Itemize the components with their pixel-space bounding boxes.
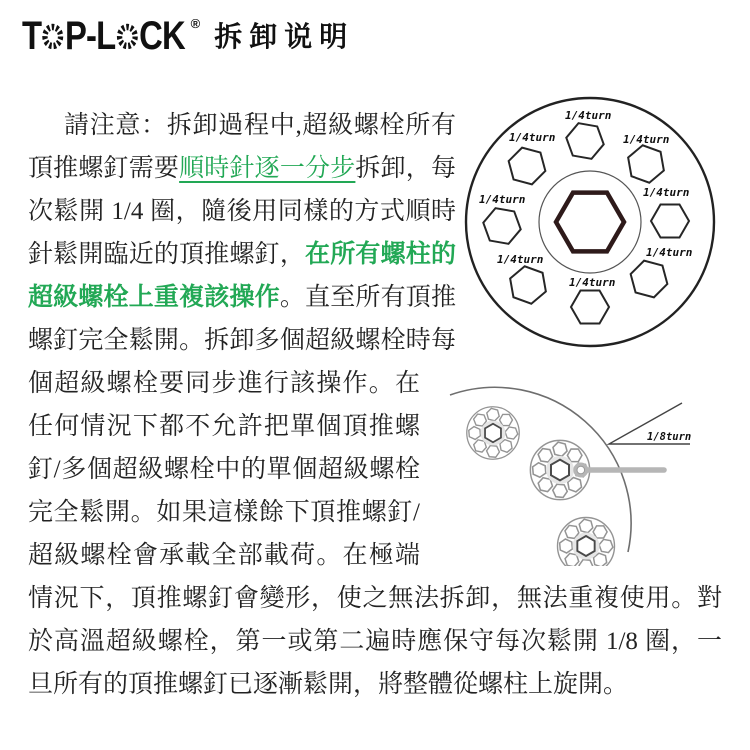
logo-letter-t: T <box>22 14 42 58</box>
flange-quarter-turn-diagram <box>460 94 722 352</box>
quarter-turn-label: 1/4turn <box>646 246 693 259</box>
jack-screw-hex <box>651 205 689 238</box>
jack-screw-hex <box>571 291 609 324</box>
quarter-turn-label: 1/4turn <box>569 276 616 289</box>
jack-screw-hex <box>626 258 671 300</box>
header <box>22 16 354 56</box>
eighth-turn-label: 1/8turn <box>647 431 692 443</box>
quarter-turn-label: 1/4turn <box>565 109 612 122</box>
jack-screw-hex <box>505 263 552 307</box>
text-run: 拆卸，每次鬆開 1/4 圈，隨後用同樣的方式順時針鬆開臨近的頂推螺釘， <box>28 155 456 268</box>
quarter-turn-label: 1/4turn <box>643 186 690 199</box>
jack-screw-hex <box>623 142 670 186</box>
quarter-turn-label: 1/4turn <box>509 131 556 144</box>
instruction-content <box>28 104 722 706</box>
text-run: 。直至所有頂推螺釘完全鬆開。拆卸多個超級螺栓時每個超級螺栓要同步進行該操作。在任何情況下都不允許把單個頂推螺釘/多個超級螺栓中的單個超級螺栓完全鬆開。如果這樣餘下頂推螺釘/超級螺栓會承載全部載荷。在極端情況下，頂推螺釘會變形，使之無法拆卸，無法重複使用。對於高溫超級螺栓，第一或第二遍時應保守每次鬆開 1/8 圈，一旦所有的頂推螺釘已逐漸鬆開，將整體從螺柱上旋開。 <box>28 284 722 698</box>
logo-letters-ck: CK <box>139 14 185 58</box>
jack-screw-hex <box>563 122 606 161</box>
tensioner-nut <box>466 407 519 459</box>
instruction-paragraph <box>28 104 722 706</box>
quarter-turn-label: 1/4turn <box>479 193 526 206</box>
tensioner-nut <box>557 518 614 567</box>
text-run: 請注意：拆卸過程中,超級螺栓所有頂推螺釘需要 <box>28 112 456 182</box>
logo-letters-pl: P-L <box>64 14 116 58</box>
flange-outline-circle <box>466 98 714 346</box>
jack-screw-hex <box>504 145 549 187</box>
text-run-green-bold: 在所有螺柱的超級螺栓上重複該操作 <box>28 241 456 311</box>
logo-o-icon <box>116 22 138 49</box>
center-hex-nut <box>556 193 624 252</box>
logo-o-icon <box>42 22 64 49</box>
quarter-turn-label: 1/4turn <box>497 253 544 266</box>
flange-eighth-turn-diagram <box>424 366 696 566</box>
jack-screw-hex <box>480 207 523 246</box>
registered-trademark: ® <box>190 16 201 31</box>
page-title: 拆卸说明 <box>214 21 355 52</box>
text-run-green-underlined: 順時針逐一分步 <box>179 155 356 182</box>
top-lock-logo <box>22 16 185 56</box>
quarter-turn-label: 1/4turn <box>623 133 670 146</box>
